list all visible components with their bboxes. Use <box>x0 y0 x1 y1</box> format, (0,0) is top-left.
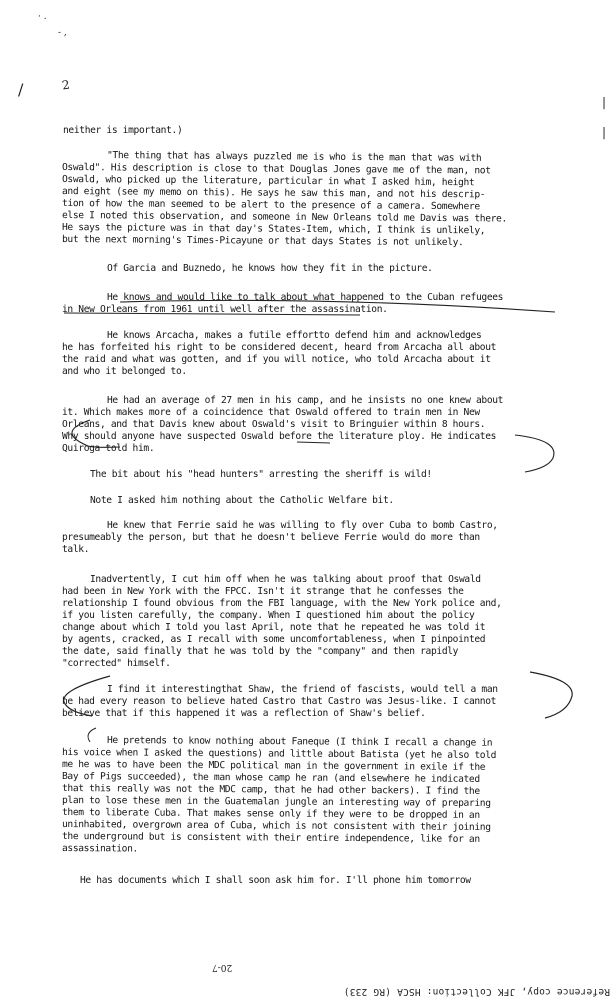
text-line: I find it interestingthat Shaw, the friend of fascists, would tell a man <box>107 684 498 695</box>
text-line: the raid and what was gotten, and if you will notice, who told Arcacha about it <box>62 354 491 365</box>
text-line: He knows Arcacha, makes a futile effortto defend him and acknowledges <box>107 330 482 341</box>
underline-stroke <box>297 442 330 443</box>
text-line: change about which I told you last April, note that he repeated he was told it <box>62 622 486 633</box>
page-number: 2 <box>61 77 71 93</box>
text-line: Of Garcia and Buznedo, he knows how they fit in the picture. <box>107 263 433 274</box>
text-line: but the next morning's Times-Picayune or that days States is not unlikely. <box>61 234 464 249</box>
text-line: he had every reason to believe hated Castro that Castro was Jesus-like. I cannot <box>62 696 497 707</box>
text-line: them to liberate Cuba. That makes sense only if they were to be dropped in an <box>61 807 480 821</box>
text-line: Quiroga told him. <box>62 443 155 454</box>
text-line: believe that if this happened it was a reflection of Shaw's belief. <box>62 708 426 719</box>
text-line: "The thing that has always puzzled me is who is the man that was with <box>106 150 482 164</box>
text-line: his voice when I asked the questions) and little about Batista (yet he also told <box>61 747 497 762</box>
text-line: the date, said finally that he was told by the "company" and then rapidly <box>62 646 459 657</box>
text-line: He has documents which I shall soon ask him for. I'll phone him tomorrow <box>80 875 471 886</box>
text-line: He knew that Ferrie said he was willing to fly over Cuba to bomb Castro, <box>107 520 498 531</box>
text-line: Oswald". His description is close to that Douglas Jones gave me of the man, not <box>61 162 491 177</box>
bracket-stroke <box>515 435 554 472</box>
text-line: talk. <box>62 544 90 555</box>
text-line: else I noted this observation, and someone in New Orleans told me Davis was there. <box>61 210 507 225</box>
text-line: Oswald, who picked up the literature, particular in what I asked him, height <box>61 174 475 189</box>
text-line: the underground but is consistent with their entire independence, like for an <box>61 831 480 845</box>
text-line: Orleans, and that Davis knew about Oswald's visit to Bringuier within 8 hours. <box>62 419 486 430</box>
bracket-stroke <box>88 728 96 742</box>
text-line: He says the picture was in that day's States-Item, which, I think is unlikely, <box>61 222 486 237</box>
text-line: and eight (see my memo on this). He says he saw this man, and not his descrip- <box>61 186 486 201</box>
text-line: Note I asked him nothing about the Catholic Welfare bit. <box>90 495 394 506</box>
circle-stroke <box>530 672 572 718</box>
text-line: He had an average of 27 men in his camp, and he insists no one knew about <box>107 395 504 406</box>
margin-mark: | <box>602 125 607 139</box>
margin-mark: | <box>602 95 607 109</box>
text-line: Why should anyone have suspected Oswald before the literature ploy. He indicates <box>62 431 497 442</box>
text-line: had been in New York with the FPCC. Isn't it strange that he confesses the <box>62 586 464 597</box>
text-line: Bay of Pigs succeeded), the man whose camp he ran (and elsewhere he indicated <box>61 771 480 785</box>
archive-footer: Reference copy, JFK Collection: HSCA (RG 233) <box>343 986 610 997</box>
text-line: The bit about his "head hunters" arresting the sheriff is wild! <box>90 469 432 480</box>
text-line: and who it belonged to. <box>62 366 187 377</box>
text-line: if you listen carefully, the company. When I questioned him about the policy <box>62 610 475 621</box>
text-line: in New Orleans from 1961 until well after the assassination. <box>62 304 388 315</box>
text-line: presumeably the person, but that he doesn't believe Ferrie would do more than <box>62 532 480 543</box>
corner-mark: - , <box>58 28 67 38</box>
text-line: assassination. <box>61 843 139 855</box>
text-line: that this really was not the MDC camp, that he had other backers). I find the <box>61 783 480 797</box>
margin-slash: / <box>18 80 24 99</box>
text-line: relationship I found obvious from the FBI language, with the New York police and, <box>62 598 502 609</box>
text-line: he has forfeited his right to be considered decent, heard from Arcacha all about <box>62 342 497 353</box>
text-line: neither is important.) <box>63 125 183 136</box>
text-line: by agents, cracked, as I recall with some uncomfortableness, when I pinpointed <box>62 634 486 645</box>
text-line: me he was to have been the MDC political man in the government in exile if the <box>61 759 486 773</box>
text-line: it. Which makes more of a coincidence that Oswald offered to train men in New <box>62 407 480 418</box>
text-line: He pretends to know nothing about Faneque (I think I recall a change in <box>106 735 493 749</box>
text-line: Inadvertently, I cut him off when he was talking about proof that Oswald <box>90 574 481 585</box>
text-line: "corrected" himself. <box>62 658 171 669</box>
text-line: uninhabited, overgrown area of Cuba, which is not consistent with their joining <box>61 819 491 833</box>
text-line: plan to lose these men in the Guatemalan jungle an interesting way of preparing <box>61 795 491 809</box>
text-line: tion of how the man seemed to be alert to the presence of a camera. Somewhere <box>61 198 480 213</box>
text-line: He knows and would like to talk about what happened to the Cuban refugees <box>107 292 504 303</box>
footer-mark: 20-7 <box>212 962 233 972</box>
corner-mark: · . <box>38 12 47 22</box>
